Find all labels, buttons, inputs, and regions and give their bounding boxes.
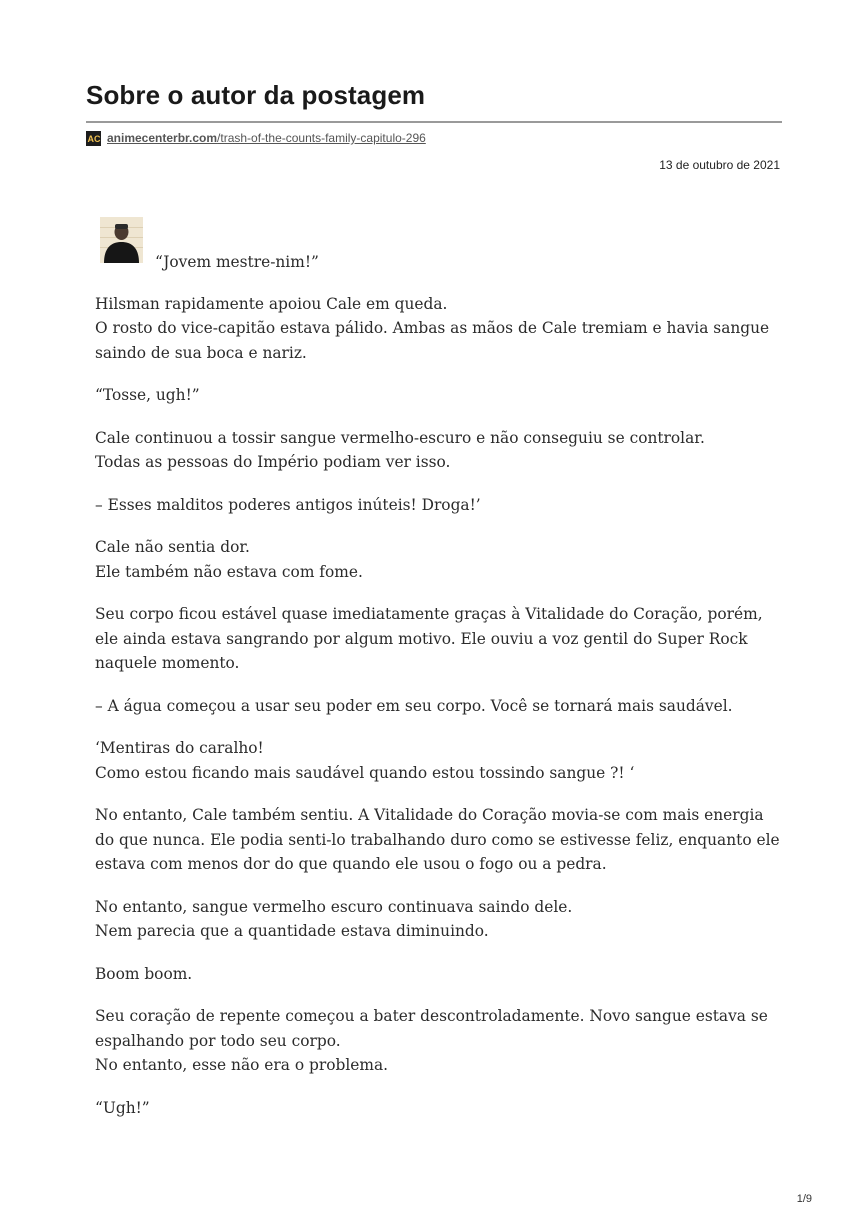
paragraph-line: Seu corpo ficou estável quase imediatamente graças à Vitalidade do Coração, porém, ele ainda estava sangrando por algum motivo. Ele ouviu a voz gentil do Super Rock naquele momento. — [95, 605, 763, 672]
paragraph — [95, 1096, 785, 1121]
paragraph-line: – Esses malditos poderes antigos inúteis! Droga!’ — [95, 495, 481, 514]
paragraph — [95, 535, 785, 584]
source-link[interactable] — [107, 131, 426, 145]
paragraph-line: No entanto, sangue vermelho escuro continuava saindo dele. — [95, 897, 573, 916]
paragraph — [95, 694, 785, 719]
page-title: Sobre o autor da postagem — [86, 80, 426, 110]
paragraph — [95, 292, 785, 366]
paragraph — [95, 803, 785, 877]
paragraph-line: Todas as pessoas do Império podiam ver isso. — [95, 453, 451, 471]
source-line — [86, 130, 426, 146]
svg-text:AC: AC — [87, 133, 101, 144]
paragraph — [95, 962, 785, 987]
paragraph-line: Hilsman rapidamente apoiou Cale em queda. — [95, 294, 448, 313]
article-body — [95, 250, 785, 1138]
paragraph — [95, 602, 785, 676]
paragraph — [95, 383, 785, 408]
source-domain[interactable]: animecenterbr.com — [107, 131, 218, 145]
paragraph-line: O rosto do vice-capitão estava pálido. Ambas as mãos de Cale tremiam e havia sangue saindo de sua boca e nariz. — [95, 319, 770, 362]
post-date: 13 de outubro de 2021 — [659, 158, 780, 172]
paragraph-line: No entanto, esse não era o problema. — [95, 1056, 389, 1074]
page-number: 1/9 — [796, 1193, 812, 1205]
paragraph — [95, 1004, 785, 1078]
paragraph — [95, 895, 785, 944]
paragraph — [95, 426, 785, 475]
paragraph-line: Cale não sentia dor. — [95, 538, 250, 556]
paragraph-line: No entanto, Cale também sentiu. A Vitalidade do Coração movia-se com mais energia do que nunca. Ele podia senti-lo trabalhando duro como se estivesse feliz, enquanto ele estava com menos dor do que quando ele usou o fogo ou a pedra. — [95, 806, 780, 873]
animecenter-logo-icon — [86, 131, 101, 146]
paragraph-line: Seu coração de repente começou a bater descontroladamente. Novo sangue estava se espalhando por todo seu corpo. — [95, 1007, 768, 1050]
paragraph-line: Nem parecia que a quantidade estava diminuindo. — [95, 922, 489, 940]
paragraph-line: “Ugh!” — [95, 1098, 150, 1117]
paragraph — [95, 736, 785, 785]
paragraph-line: Ele também não estava com fome. — [95, 562, 363, 581]
paragraph-line: Como estou ficando mais saudável quando estou tossindo sangue ?! ‘ — [95, 763, 635, 782]
paragraph-line: ‘Mentiras do caralho! — [95, 739, 264, 757]
source-path[interactable]: /trash-of-the-counts-family-capitulo-296 — [217, 131, 426, 145]
paragraph-line: – A água começou a usar seu poder em seu corpo. Você se tornará mais saudável. — [95, 696, 733, 715]
paragraph-line: Cale continuou a tossir sangue vermelho-escuro e não conseguiu se controlar. — [95, 428, 705, 447]
paragraph-line: Boom boom. — [95, 964, 193, 983]
paragraph-line: “Tosse, ugh!” — [95, 386, 200, 404]
title-divider — [86, 121, 782, 123]
opening-line: “Jovem mestre-nim!” — [155, 253, 319, 271]
paragraph — [95, 493, 785, 518]
